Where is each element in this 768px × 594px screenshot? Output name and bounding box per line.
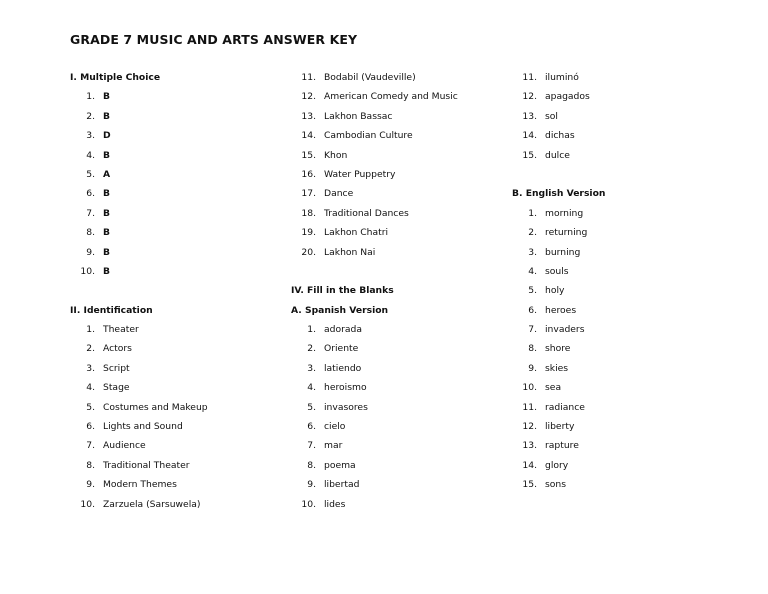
item-answer: Lakhon Bassac [324, 110, 393, 122]
item-answer: B [103, 246, 111, 258]
item-number: 7. [86, 207, 95, 219]
item-number: 9. [86, 479, 95, 491]
item-answer: Audience [103, 440, 146, 452]
spanish-version-item [281, 495, 501, 514]
spanish-version-item [281, 339, 501, 358]
item-answer: heroes [545, 304, 577, 316]
item-number: 14. [522, 459, 537, 471]
spanish-version-item [281, 436, 501, 455]
item-answer: Script [103, 362, 130, 374]
item-number: 6. [307, 421, 316, 433]
item-number: 8. [86, 459, 95, 471]
multiple-choice-item [60, 107, 280, 126]
item-number: 7. [307, 440, 316, 452]
item-number: 5. [86, 401, 95, 413]
item-answer: American Comedy and Music [324, 91, 458, 103]
english-version-item [502, 262, 722, 281]
item-number: 10. [301, 498, 316, 510]
section-heading-fill-in-the-blanks: IV. Fill in the Blanks [291, 285, 394, 297]
item-number: 18. [301, 207, 316, 219]
multiple-choice-item [60, 262, 280, 281]
item-answer: skies [545, 362, 569, 374]
multiple-choice-list [70, 87, 280, 281]
item-answer: lides [324, 498, 346, 510]
item-answer: Lights and Sound [103, 421, 183, 433]
item-number: 13. [522, 440, 537, 452]
item-answer: liberty [545, 421, 575, 433]
spanish-version-item [502, 146, 722, 165]
item-answer: Zarzuela (Sarsuwela) [103, 498, 201, 510]
multiple-choice-item [60, 126, 280, 145]
subsection-heading-english-version: B. English Version [512, 188, 606, 200]
column-3 [512, 68, 722, 495]
spacer [512, 165, 722, 184]
item-answer: dulce [545, 149, 570, 161]
multiple-choice-item [60, 223, 280, 242]
page-title: GRADE 7 MUSIC AND ARTS ANSWER KEY [70, 32, 358, 47]
item-number: 15. [301, 149, 316, 161]
spacer [70, 281, 280, 300]
item-answer: sol [545, 110, 558, 122]
item-number: 9. [307, 479, 316, 491]
item-number: 5. [86, 168, 95, 180]
item-answer: souls [545, 265, 569, 277]
item-number: 20. [301, 246, 316, 258]
item-number: 10. [522, 382, 537, 394]
spanish-version-item [502, 107, 722, 126]
item-number: 11. [301, 72, 316, 83]
item-answer: B [103, 265, 111, 277]
item-answer: Cambodian Culture [324, 130, 413, 142]
identification-item [281, 126, 501, 145]
spanish-version-item [502, 126, 722, 145]
spanish-version-item [281, 398, 501, 417]
identification-item [281, 243, 501, 262]
identification-item [60, 436, 280, 455]
item-answer: Bodabil (Vaudeville) [324, 72, 416, 83]
identification-item [60, 339, 280, 358]
item-answer: cielo [324, 421, 346, 433]
identification-item [281, 184, 501, 203]
identification-item [60, 417, 280, 436]
item-answer: shore [545, 343, 571, 355]
item-answer: B [103, 110, 111, 122]
item-answer: Lakhon Nai [324, 246, 376, 258]
subsection-heading-spanish-version: A. Spanish Version [291, 304, 389, 316]
identification-item [60, 320, 280, 339]
spanish-version-item [281, 475, 501, 494]
spanish-version-item [281, 320, 501, 339]
item-answer: glory [545, 459, 569, 471]
item-number: 7. [528, 324, 537, 336]
identification-item [281, 204, 501, 223]
multiple-choice-item [60, 165, 280, 184]
item-answer: Lakhon Chatri [324, 227, 389, 239]
english-version-item [502, 475, 722, 494]
item-answer: B [103, 227, 111, 239]
item-number: 8. [307, 459, 316, 471]
item-number: 6. [86, 188, 95, 200]
item-answer: latiendo [324, 362, 362, 374]
item-number: 10. [80, 498, 95, 510]
english-version-item [502, 301, 722, 320]
spanish-version-list-part-2 [512, 68, 722, 165]
item-number: 3. [528, 246, 537, 258]
item-number: 15. [522, 479, 537, 491]
english-version-item [502, 436, 722, 455]
english-version-item [502, 378, 722, 397]
item-answer: dichas [545, 130, 575, 142]
english-version-item [502, 223, 722, 242]
item-answer: rapture [545, 440, 579, 452]
item-number: 3. [86, 130, 95, 142]
item-answer: invasores [324, 401, 368, 413]
item-answer: B [103, 149, 111, 161]
item-answer: sea [545, 382, 562, 394]
item-answer: returning [545, 227, 588, 239]
item-answer: Theater [103, 324, 139, 336]
identification-item [60, 398, 280, 417]
identification-item [60, 359, 280, 378]
item-answer: D [103, 130, 111, 142]
item-answer: B [103, 188, 111, 200]
english-version-list [512, 204, 722, 495]
item-number: 9. [528, 362, 537, 374]
english-version-item [502, 339, 722, 358]
item-answer: radiance [545, 401, 585, 413]
item-number: 7. [86, 440, 95, 452]
item-answer: B [103, 91, 111, 103]
item-answer: Water Puppetry [324, 168, 396, 180]
item-answer: Oriente [324, 343, 359, 355]
identification-item [281, 146, 501, 165]
item-answer: morning [545, 207, 584, 219]
item-number: 5. [307, 401, 316, 413]
section-heading-multiple-choice: I. Multiple Choice [70, 72, 161, 83]
item-answer: Traditional Theater [103, 459, 190, 471]
section-heading-identification: II. Identification [70, 304, 153, 316]
item-number: 2. [86, 343, 95, 355]
identification-item [60, 378, 280, 397]
item-number: 11. [522, 401, 537, 413]
item-answer: B [103, 207, 111, 219]
item-number: 16. [301, 168, 316, 180]
item-number: 2. [528, 227, 537, 239]
item-number: 5. [528, 285, 537, 297]
item-number: 15. [522, 149, 537, 161]
item-answer: Stage [103, 382, 130, 394]
spanish-version-item [281, 456, 501, 475]
item-number: 4. [86, 149, 95, 161]
item-answer: iluminó [545, 72, 579, 83]
multiple-choice-item [60, 243, 280, 262]
item-number: 14. [301, 130, 316, 142]
identification-item [281, 87, 501, 106]
identification-item [60, 475, 280, 494]
item-answer: Khon [324, 149, 348, 161]
item-answer: invaders [545, 324, 585, 336]
item-number: 12. [301, 91, 316, 103]
multiple-choice-item [60, 184, 280, 203]
item-answer: mar [324, 440, 343, 452]
english-version-item [502, 281, 722, 300]
item-number: 3. [86, 362, 95, 374]
identification-item [281, 68, 501, 87]
item-number: 12. [522, 421, 537, 433]
identification-list-part-2 [291, 68, 501, 262]
item-number: 13. [301, 110, 316, 122]
multiple-choice-item [60, 146, 280, 165]
english-version-item [502, 204, 722, 223]
english-version-item [502, 456, 722, 475]
english-version-item [502, 398, 722, 417]
item-number: 1. [307, 324, 316, 336]
item-number: 13. [522, 110, 537, 122]
item-answer: poema [324, 459, 356, 471]
item-answer: heroismo [324, 382, 367, 394]
spanish-version-item [502, 87, 722, 106]
english-version-item [502, 320, 722, 339]
item-number: 9. [86, 246, 95, 258]
item-answer: Costumes and Makeup [103, 401, 208, 413]
item-answer: sons [545, 479, 567, 491]
column-2 [291, 68, 501, 514]
english-version-item [502, 417, 722, 436]
item-number: 14. [522, 130, 537, 142]
item-answer: burning [545, 246, 581, 258]
item-answer: A [103, 168, 111, 180]
multiple-choice-item [60, 204, 280, 223]
item-number: 4. [86, 382, 95, 394]
item-number: 1. [86, 324, 95, 336]
spanish-version-item [281, 417, 501, 436]
item-number: 2. [86, 110, 95, 122]
identification-item [60, 456, 280, 475]
item-number: 8. [86, 227, 95, 239]
spanish-version-item [281, 378, 501, 397]
spanish-version-item [281, 359, 501, 378]
item-answer: Modern Themes [103, 479, 177, 491]
item-answer: libertad [324, 479, 360, 491]
item-number: 19. [301, 227, 316, 239]
item-number: 10. [80, 265, 95, 277]
item-number: 12. [522, 91, 537, 103]
item-answer: Traditional Dances [324, 207, 409, 219]
multiple-choice-item [60, 87, 280, 106]
item-number: 4. [307, 382, 316, 394]
spanish-version-list-part-1 [291, 320, 501, 514]
column-1 [70, 68, 280, 514]
identification-item [281, 165, 501, 184]
item-number: 1. [86, 91, 95, 103]
english-version-item [502, 243, 722, 262]
item-answer: Actors [103, 343, 132, 355]
identification-list-part-1 [70, 320, 280, 514]
item-number: 17. [301, 188, 316, 200]
spacer [291, 262, 501, 281]
identification-item [281, 223, 501, 242]
spanish-version-item [502, 68, 722, 87]
item-number: 4. [528, 265, 537, 277]
item-number: 3. [307, 362, 316, 374]
item-number: 11. [522, 72, 537, 83]
english-version-item [502, 359, 722, 378]
item-answer: holy [545, 285, 565, 297]
identification-item [281, 107, 501, 126]
item-number: 6. [86, 421, 95, 433]
item-number: 8. [528, 343, 537, 355]
item-answer: Dance [324, 188, 354, 200]
item-number: 1. [528, 207, 537, 219]
identification-item [60, 495, 280, 514]
item-answer: apagados [545, 91, 590, 103]
item-answer: adorada [324, 324, 362, 336]
item-number: 6. [528, 304, 537, 316]
item-number: 2. [307, 343, 316, 355]
